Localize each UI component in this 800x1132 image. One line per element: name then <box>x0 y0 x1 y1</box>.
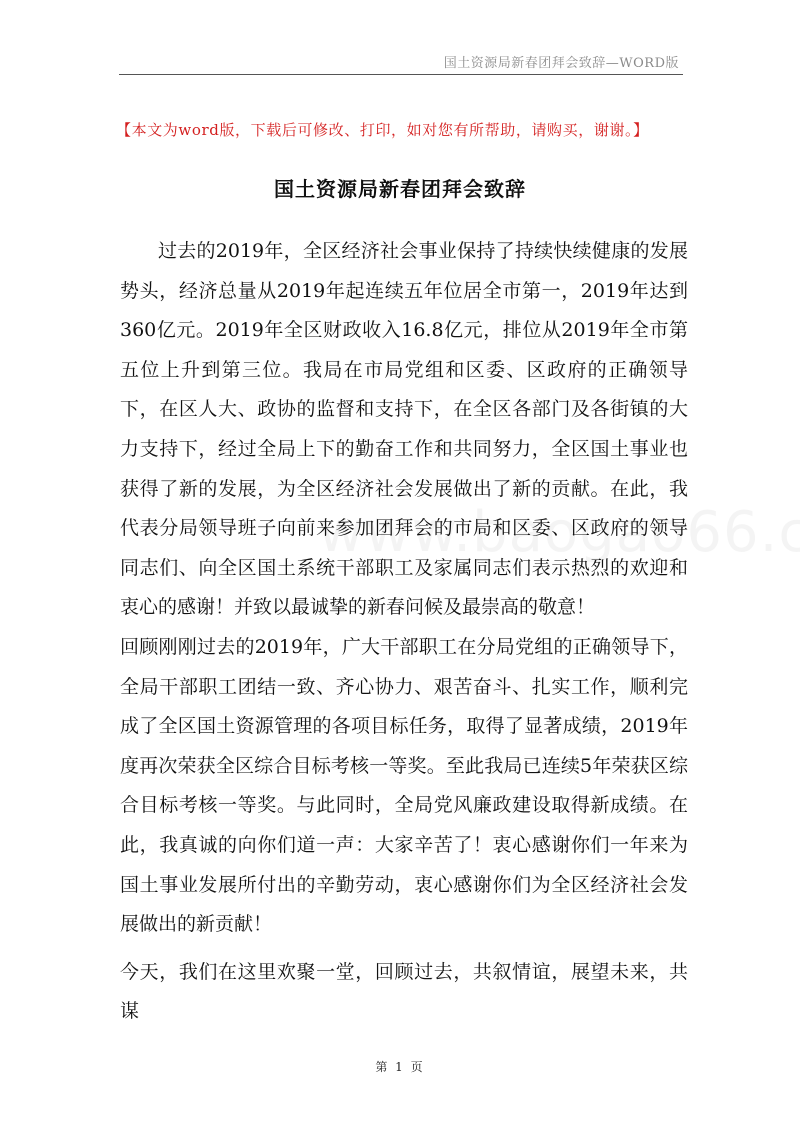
paragraph: 回顾刚刚过去的2019年，广大干部职工在分局党组的正确领导下，全局干部职工团结一致、齐心协力、艰苦奋斗、扎实工作，顺利完成了全区国土资源管理的各项目标任务，取得了显著成绩，2019年度再次荣获全区综合目标考核一等奖。至此我局已连续5年荣获区综合目标考核一等奖。与此同时，全局党风廉政建设取得新成绩。在此，我真诚的向你们道一声：大家辛苦了！衷心感谢你们一年来为国土事业发展所付出的辛勤劳动，衷心感谢你们为全区经济社会发展做出的新贡献！ <box>120 635 688 936</box>
header-divider <box>119 74 683 75</box>
paragraph: 今天，我们在这里欢聚一堂，回顾过去，共叙情谊，展望未来，共谋 <box>120 960 688 1023</box>
running-header: 国土资源局新春团拜会致辞—WORD版 <box>443 56 679 71</box>
purchase-notice: 【本文为word版，下载后可修改、打印，如对您有所帮助，请购买，谢谢。】 <box>116 121 649 139</box>
document-body <box>120 232 688 1032</box>
document-title: 国土资源局新春团拜会致辞 <box>274 177 526 201</box>
paragraph: 过去的2019年，全区经济社会事业保持了持续快续健康的发展势头，经济总量从2019年起连续五年位居全市第一，2019年达到360亿元。2019年全区财政收入16.8亿元，排位从2019年全市第五位上升到第三位。我局在市局党组和区委、区政府的正确领导下，在区人大、政协的监督和支持下，在全区各部门及各街镇的大力支持下，经过全局上下的勤奋工作和共同努力，全区国土事业也获得了新的发展，为全区经济社会发展做出了新的贡献。在此，我代表分局领导班子向前来参加团拜会的市局和区委、区政府的领导同志们、向全区国土系统干部职工及家属同志们表示热烈的欢迎和衷心的感谢！并致以最诚挚的新春问候及最崇高的敬意！ <box>120 240 688 619</box>
page-number: 第 1 页 <box>375 1060 425 1074</box>
